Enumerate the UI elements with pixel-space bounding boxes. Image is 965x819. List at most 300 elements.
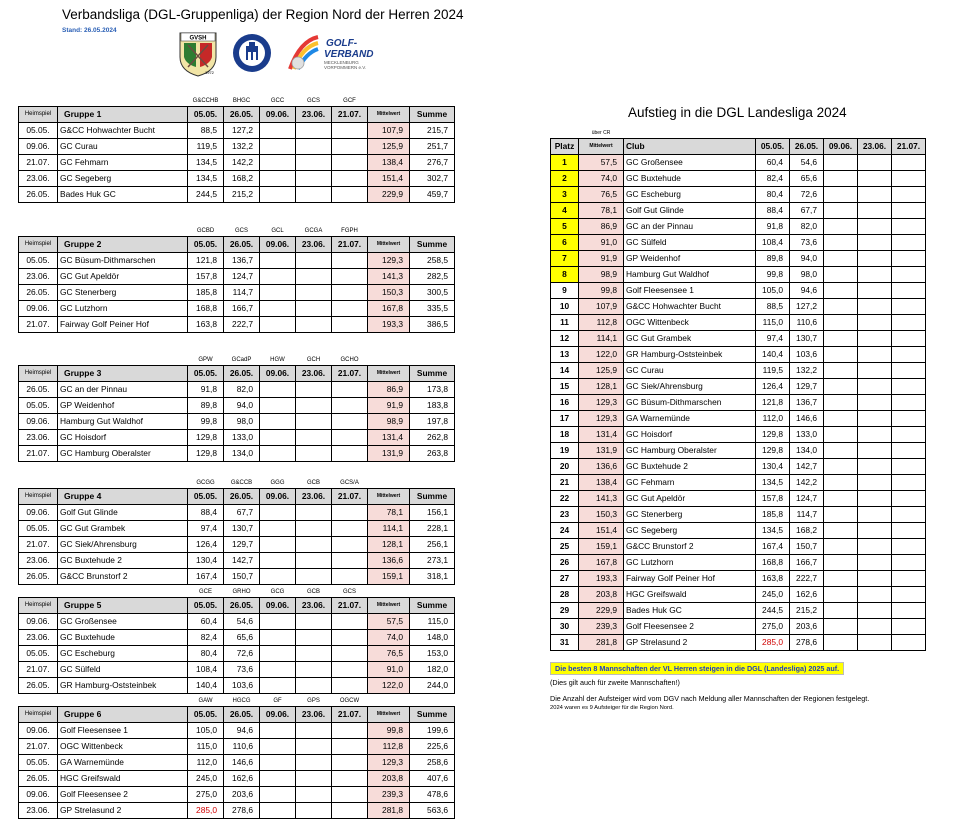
platz-value: 14 — [551, 363, 579, 379]
score-09-06 — [824, 443, 858, 459]
score-26-05: 73,6 — [790, 235, 824, 251]
platz-value: 12 — [551, 331, 579, 347]
score-23-06 — [858, 235, 892, 251]
summe-value: 478,6 — [410, 787, 455, 803]
score-09-06 — [260, 253, 296, 269]
date-header: 21.07. — [332, 489, 368, 505]
score-05-05: 167,4 — [188, 569, 224, 585]
club-abbreviation: GGG — [270, 480, 285, 486]
score-23-06 — [858, 507, 892, 523]
score-26-05: 142,2 — [790, 475, 824, 491]
heimspiel-date: 26.05. — [19, 569, 58, 585]
heimspiel-date: 26.05. — [19, 678, 58, 694]
heimspiel-date: 09.06. — [19, 505, 58, 521]
platz-value: 5 — [551, 219, 579, 235]
score-09-06 — [824, 155, 858, 171]
club-abbreviation: BHGC — [232, 98, 251, 104]
date-header: 26.05. — [224, 366, 260, 382]
club-name: GP Weidenhof — [624, 251, 756, 267]
club-abbreviation: GCS — [234, 228, 248, 234]
ranking-row — [551, 491, 926, 507]
mittelwert-value: 122,0 — [579, 347, 624, 363]
club-name: Bades Huk GC — [58, 187, 188, 203]
summe-header: Summe — [410, 707, 455, 723]
date-header: 26.05. — [224, 107, 260, 123]
table-row — [19, 317, 455, 333]
club-name: GC Hoisdorf — [58, 430, 188, 446]
date-header: 26.05. — [224, 598, 260, 614]
score-05-05: 163,8 — [756, 571, 790, 587]
date-header: 05.05. — [188, 237, 224, 253]
club-name: GC Buxtehude — [58, 630, 188, 646]
ranking-row — [551, 219, 926, 235]
spacer-cell — [410, 97, 455, 107]
score-09-06 — [260, 771, 296, 787]
score-23-06 — [296, 614, 332, 630]
score-21-07 — [892, 523, 926, 539]
table-row — [19, 739, 455, 755]
score-23-06 — [858, 427, 892, 443]
club-name: Golf Fleesensee 1 — [58, 723, 188, 739]
table-row — [19, 187, 455, 203]
mittelwert-value: 99,8 — [579, 283, 624, 299]
score-26-05: 134,0 — [224, 446, 260, 462]
club-name: GC an der Pinnau — [58, 382, 188, 398]
club-abbreviation: GCC — [270, 98, 285, 104]
mittelwert-value: 159,1 — [368, 569, 410, 585]
score-26-05: 67,7 — [224, 505, 260, 521]
score-26-05: 98,0 — [790, 267, 824, 283]
score-21-07 — [332, 171, 368, 187]
score-23-06 — [296, 569, 332, 585]
club-name: Golf Fleesensee 1 — [624, 283, 756, 299]
spacer-cell — [410, 356, 455, 366]
ranking-row — [551, 171, 926, 187]
score-21-07 — [892, 587, 926, 603]
club-abbreviation: GCB — [306, 480, 320, 486]
platz-value: 4 — [551, 203, 579, 219]
score-21-07 — [332, 414, 368, 430]
summe-value: 273,1 — [410, 553, 455, 569]
score-23-06 — [858, 523, 892, 539]
heimspiel-date: 23.06. — [19, 171, 58, 187]
mittelwert-value: 78,1 — [368, 505, 410, 521]
score-21-07 — [892, 363, 926, 379]
score-26-05: 129,7 — [224, 537, 260, 553]
club-name: GC Büsum-Dithmarschen — [624, 395, 756, 411]
table-row — [19, 537, 455, 553]
group-name: Gruppe 1 — [58, 107, 188, 123]
club-name: Hamburg Gut Waldhof — [58, 414, 188, 430]
heimspiel-date: 21.07. — [19, 537, 58, 553]
club-name: GC Buxtehude 2 — [624, 459, 756, 475]
table-row — [19, 803, 455, 819]
table-row — [19, 285, 455, 301]
heimspiel-header: Heimspiel — [19, 366, 58, 382]
club-name: GR Hamburg-Oststeinbek — [624, 347, 756, 363]
score-21-07 — [892, 459, 926, 475]
score-26-05: 94,0 — [224, 398, 260, 414]
group-table — [18, 97, 455, 203]
score-21-07 — [332, 771, 368, 787]
summe-value: 183,8 — [410, 398, 455, 414]
score-09-06 — [260, 787, 296, 803]
score-23-06 — [296, 787, 332, 803]
club-abbreviation: G&CCB — [230, 480, 253, 486]
score-26-05: 203,6 — [790, 619, 824, 635]
score-21-07 — [332, 723, 368, 739]
mittelwert-value: 193,3 — [579, 571, 624, 587]
table-row — [19, 755, 455, 771]
summe-header: Summe — [410, 489, 455, 505]
club-abbreviation: GCH — [306, 357, 321, 363]
score-09-06 — [260, 678, 296, 694]
score-26-05: 54,6 — [790, 155, 824, 171]
club-name: G&CC Brunstorf 2 — [58, 569, 188, 585]
spacer-cell — [410, 227, 455, 237]
mittelwert-value: 150,3 — [368, 285, 410, 301]
club-name: GA Warnemünde — [58, 755, 188, 771]
club-name: GC Großensee — [624, 155, 756, 171]
club-name: G&CC Hohwachter Bucht — [624, 299, 756, 315]
stand-date: Stand: 26.05.2024 — [62, 27, 117, 34]
mittelwert-value: 281,8 — [368, 803, 410, 819]
date-header: 21.07. — [332, 366, 368, 382]
ranking-title: Aufstieg in die DGL Landesliga 2024 — [628, 105, 847, 120]
mittelwert-value: 122,0 — [368, 678, 410, 694]
summe-value: 256,1 — [410, 537, 455, 553]
summe-value: 182,0 — [410, 662, 455, 678]
score-09-06 — [824, 507, 858, 523]
score-23-06 — [858, 539, 892, 555]
mittelwert-value: 229,9 — [579, 603, 624, 619]
score-05-05: 275,0 — [756, 619, 790, 635]
score-21-07 — [892, 507, 926, 523]
spacer-cell — [19, 356, 58, 366]
score-09-06 — [824, 251, 858, 267]
club-name: Golf Fleesensee 2 — [624, 619, 756, 635]
score-26-05: 166,7 — [224, 301, 260, 317]
score-05-05: 112,0 — [756, 411, 790, 427]
platz-value: 3 — [551, 187, 579, 203]
heimspiel-date: 21.07. — [19, 317, 58, 333]
score-26-05: 136,7 — [790, 395, 824, 411]
score-05-05: 130,4 — [188, 553, 224, 569]
date-header: 09.06. — [260, 237, 296, 253]
score-09-06 — [260, 123, 296, 139]
score-21-07 — [892, 443, 926, 459]
spacer-cell — [19, 97, 58, 107]
score-21-07 — [892, 171, 926, 187]
club-name: GP Weidenhof — [58, 398, 188, 414]
score-26-05: 73,6 — [224, 662, 260, 678]
score-09-06 — [824, 171, 858, 187]
summe-value: 153,0 — [410, 646, 455, 662]
club-name: GC Buxtehude 2 — [58, 553, 188, 569]
heimspiel-date: 23.06. — [19, 430, 58, 446]
heimspiel-date: 26.05. — [19, 187, 58, 203]
mittelwert-value: 125,9 — [368, 139, 410, 155]
score-05-05: 115,0 — [188, 739, 224, 755]
score-09-06 — [260, 285, 296, 301]
club-abbreviation: GCGG — [196, 480, 215, 486]
club-name: GC Stenerberg — [58, 285, 188, 301]
score-26-05: 150,7 — [790, 539, 824, 555]
group-name: Gruppe 4 — [58, 489, 188, 505]
heimspiel-date: 09.06. — [19, 614, 58, 630]
group-name: Gruppe 2 — [58, 237, 188, 253]
score-09-06 — [260, 171, 296, 187]
summe-value: 225,6 — [410, 739, 455, 755]
club-abbreviation: HGCG — [232, 698, 251, 704]
club-abbreviation: GAW — [198, 698, 213, 704]
summe-value: 282,5 — [410, 269, 455, 285]
group-table — [18, 588, 455, 694]
score-05-05: 129,8 — [188, 430, 224, 446]
score-26-05: 133,0 — [224, 430, 260, 446]
score-09-06 — [824, 299, 858, 315]
ranking-row — [551, 571, 926, 587]
mittelwert-value: 129,3 — [579, 411, 624, 427]
score-21-07 — [332, 678, 368, 694]
heimspiel-date: 26.05. — [19, 285, 58, 301]
score-09-06 — [260, 139, 296, 155]
score-26-05: 168,2 — [224, 171, 260, 187]
score-21-07 — [332, 382, 368, 398]
score-21-07 — [892, 427, 926, 443]
table-row — [19, 787, 455, 803]
club-abbreviation: GCBD — [196, 228, 215, 234]
score-05-05: 88,5 — [188, 123, 224, 139]
date-header: 09.06. — [260, 489, 296, 505]
score-05-05: 89,8 — [756, 251, 790, 267]
score-05-05: 121,8 — [756, 395, 790, 411]
mittelwert-value: 128,1 — [579, 379, 624, 395]
platz-value: 26 — [551, 555, 579, 571]
score-23-06 — [858, 635, 892, 651]
score-05-05: 108,4 — [756, 235, 790, 251]
score-21-07 — [332, 317, 368, 333]
club-name: GC Großensee — [58, 614, 188, 630]
score-21-07 — [332, 505, 368, 521]
score-09-06 — [824, 603, 858, 619]
score-26-05: 98,0 — [224, 414, 260, 430]
uber-cr-label: über CR — [591, 130, 611, 136]
score-21-07 — [892, 491, 926, 507]
score-26-05: 150,7 — [224, 569, 260, 585]
mittelwert-value: 239,3 — [579, 619, 624, 635]
score-05-05: 91,8 — [188, 382, 224, 398]
score-21-07 — [892, 571, 926, 587]
score-23-06 — [296, 414, 332, 430]
mittelwert-value: 98,9 — [579, 267, 624, 283]
summe-value: 215,7 — [410, 123, 455, 139]
date-header: 21.07. — [332, 598, 368, 614]
club-name: GC Sülfeld — [624, 235, 756, 251]
mittelwert-value: 141,3 — [579, 491, 624, 507]
club-name: GC Hamburg Oberalster — [624, 443, 756, 459]
score-05-05: 97,4 — [756, 331, 790, 347]
score-21-07 — [332, 662, 368, 678]
club-name: GC Gut Grambek — [624, 331, 756, 347]
summe-value: 228,1 — [410, 521, 455, 537]
score-26-05: 124,7 — [790, 491, 824, 507]
spacer-cell — [624, 129, 756, 139]
heimspiel-date: 21.07. — [19, 662, 58, 678]
ranking-row — [551, 363, 926, 379]
summe-header: Summe — [410, 237, 455, 253]
score-26-05: 142,7 — [790, 459, 824, 475]
heimspiel-header: Heimspiel — [19, 598, 58, 614]
date-header: 23.06. — [296, 707, 332, 723]
score-05-05: 130,4 — [756, 459, 790, 475]
club-name: GC Segeberg — [624, 523, 756, 539]
mittelwert-value: 74,0 — [368, 630, 410, 646]
score-26-05: 94,6 — [790, 283, 824, 299]
score-21-07 — [892, 347, 926, 363]
score-26-05: 278,6 — [224, 803, 260, 819]
platz-value: 17 — [551, 411, 579, 427]
score-09-06 — [824, 315, 858, 331]
score-05-05: 157,8 — [756, 491, 790, 507]
summe-value: 148,0 — [410, 630, 455, 646]
summe-value: 459,7 — [410, 187, 455, 203]
ranking-row — [551, 203, 926, 219]
score-09-06 — [824, 587, 858, 603]
region-nord-note: 2024 waren es 9 Aufsteiger für die Region Nord. — [550, 705, 674, 711]
score-23-06 — [858, 363, 892, 379]
spacer-cell — [368, 97, 410, 107]
date-header: 09.06. — [260, 366, 296, 382]
date-header: 23.06. — [858, 139, 892, 155]
date-header: 21.07. — [332, 107, 368, 123]
score-23-06 — [296, 803, 332, 819]
date-header: 23.06. — [296, 489, 332, 505]
club-name: G&CC Brunstorf 2 — [624, 539, 756, 555]
score-26-05: 54,6 — [224, 614, 260, 630]
group-name: Gruppe 5 — [58, 598, 188, 614]
score-21-07 — [332, 123, 368, 139]
score-05-05: 105,0 — [188, 723, 224, 739]
score-09-06 — [260, 646, 296, 662]
club-abbreviation: FGPH — [341, 228, 358, 234]
club-abbreviation: GCB — [306, 589, 320, 595]
score-09-06 — [260, 505, 296, 521]
mittelwert-value: 57,5 — [368, 614, 410, 630]
score-21-07 — [892, 283, 926, 299]
table-row — [19, 430, 455, 446]
club-name: OGC Wittenbeck — [624, 315, 756, 331]
ranking-row — [551, 427, 926, 443]
club-name: GC an der Pinnau — [624, 219, 756, 235]
mittelwert-value: 138,4 — [579, 475, 624, 491]
score-23-06 — [296, 537, 332, 553]
club-abbreviation: HGW — [270, 357, 285, 363]
score-26-05: 215,2 — [790, 603, 824, 619]
table-row — [19, 398, 455, 414]
score-09-06 — [260, 630, 296, 646]
score-21-07 — [332, 630, 368, 646]
score-26-05: 146,6 — [790, 411, 824, 427]
spacer-cell — [58, 97, 188, 107]
club-name: Fairway Golf Peiner Hof — [58, 317, 188, 333]
club-name: GC Curau — [624, 363, 756, 379]
summe-value: 173,8 — [410, 382, 455, 398]
summe-value: 199,6 — [410, 723, 455, 739]
score-23-06 — [296, 123, 332, 139]
club-name: HGC Greifswald — [58, 771, 188, 787]
score-26-05: 215,2 — [224, 187, 260, 203]
club-name: GC Fehmarn — [58, 155, 188, 171]
mittelwert-value: 114,1 — [579, 331, 624, 347]
score-26-05: 142,2 — [224, 155, 260, 171]
ranking-row — [551, 411, 926, 427]
score-05-05: 121,8 — [188, 253, 224, 269]
score-26-05: 129,7 — [790, 379, 824, 395]
svg-text:GVSH: GVSH — [189, 35, 207, 42]
score-05-05: 129,8 — [188, 446, 224, 462]
golfverband-mv-logo — [288, 33, 403, 73]
club-abbreviation: GCS/A — [340, 480, 359, 486]
platz-value: 27 — [551, 571, 579, 587]
score-09-06 — [260, 755, 296, 771]
score-09-06 — [824, 411, 858, 427]
platz-value: 8 — [551, 267, 579, 283]
score-23-06 — [858, 299, 892, 315]
club-name: GR Hamburg-Oststeinbek — [58, 678, 188, 694]
score-23-06 — [858, 203, 892, 219]
date-header: 21.07. — [332, 707, 368, 723]
summe-header: Summe — [410, 107, 455, 123]
platz-value: 24 — [551, 523, 579, 539]
date-header: 09.06. — [824, 139, 858, 155]
spacer-cell — [368, 588, 410, 598]
heimspiel-date: 05.05. — [19, 755, 58, 771]
score-05-05: 119,5 — [756, 363, 790, 379]
date-header: 05.05. — [188, 707, 224, 723]
ranking-row — [551, 299, 926, 315]
heimspiel-date: 21.07. — [19, 739, 58, 755]
ranking-row — [551, 523, 926, 539]
score-05-05: 244,5 — [756, 603, 790, 619]
score-23-06 — [296, 755, 332, 771]
score-21-07 — [892, 331, 926, 347]
club-abbreviation: GCL — [271, 228, 284, 234]
mittelwert-value: 136,6 — [579, 459, 624, 475]
score-21-07 — [332, 739, 368, 755]
score-05-05: 97,4 — [188, 521, 224, 537]
heimspiel-date: 09.06. — [19, 414, 58, 430]
ranking-row — [551, 443, 926, 459]
summe-value: 258,5 — [410, 253, 455, 269]
platz-header: Platz — [551, 139, 579, 155]
score-26-05: 65,6 — [224, 630, 260, 646]
score-26-05: 82,0 — [224, 382, 260, 398]
svg-text:VORPOMMERN e.V.: VORPOMMERN e.V. — [324, 65, 367, 70]
group-name: Gruppe 3 — [58, 366, 188, 382]
score-09-06 — [824, 331, 858, 347]
spacer-cell — [58, 697, 188, 707]
mittelwert-value: 167,8 — [368, 301, 410, 317]
club-name: GC Segeberg — [58, 171, 188, 187]
heimspiel-date: 23.06. — [19, 269, 58, 285]
mittelwert-header: Mittelwert — [368, 489, 410, 505]
club-abbreviation: GRHO — [232, 589, 251, 595]
mittelwert-header: Mittelwert — [579, 139, 624, 155]
mittelwert-value: 91,0 — [368, 662, 410, 678]
score-23-06 — [296, 446, 332, 462]
score-26-05: 103,6 — [790, 347, 824, 363]
